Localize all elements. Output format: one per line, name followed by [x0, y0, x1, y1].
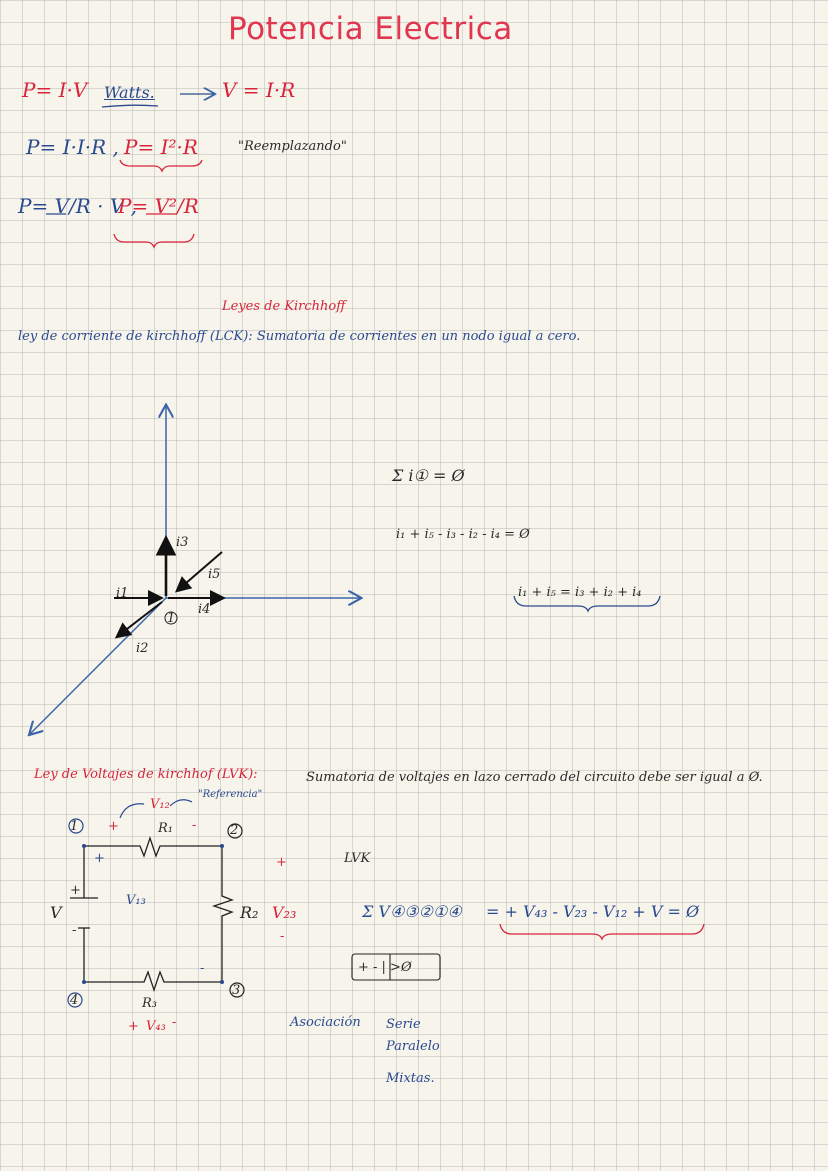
circuit-node-4: 4	[70, 993, 79, 1008]
current-arrow-i2	[118, 602, 162, 636]
power-formula-2: P= I·I·R ,	[26, 135, 119, 159]
polarity-plus-node1: +	[94, 851, 105, 866]
circuit-diagram	[70, 838, 232, 990]
association-item-paralelo: Paralelo	[386, 1039, 440, 1054]
power-formula-3: P= V/R · V ,	[18, 194, 138, 218]
corner-dot-3	[220, 980, 224, 984]
voltage-label-v12: V₁₂	[150, 797, 170, 812]
node-equation: i₁ + i₅ - i₃ - i₂ - i₄ = Ø	[396, 527, 530, 542]
ohm-law: V = I·R	[222, 78, 296, 102]
polarity-minus-r3: -	[172, 1015, 177, 1030]
node-sum: Σ i① = Ø	[392, 466, 465, 485]
current-label-i3: i3	[176, 535, 189, 550]
polarity-plus-r3: +	[128, 1019, 139, 1034]
voltage-label-v13: V₁₃	[126, 893, 146, 908]
node-marker-2	[228, 824, 242, 838]
lvk-title: Ley de Voltajes de kirchhof (LVK):	[34, 767, 258, 782]
brace-v2r	[114, 234, 194, 247]
resistor-label-r1: R₁	[158, 821, 173, 836]
lvk-label: LVK	[344, 851, 371, 866]
current-label-i1: i1	[116, 586, 129, 601]
circuit-node-2: 2	[230, 823, 239, 838]
polarity-minus-node3: -	[200, 961, 205, 976]
corner-dot-2	[220, 844, 224, 848]
polarity-plus-source: +	[70, 883, 81, 898]
reference-arc-2	[170, 800, 192, 806]
sign-convention: + - | >Ø	[358, 960, 412, 975]
polarity-plus-r1: +	[108, 819, 119, 834]
current-label-i5: i5	[208, 567, 221, 582]
node-label-1: 1	[167, 611, 176, 626]
association-label: Asociación	[290, 1015, 361, 1030]
circuit-node-3: 3	[232, 983, 241, 998]
node-equation-rearranged: i₁ + i₅ = i₃ + i₂ + i₄	[518, 585, 642, 600]
current-arrow-i5	[178, 552, 222, 590]
lvk-description: Sumatoria de voltajes en lazo cerrado del circuito debe ser igual a Ø.	[306, 770, 763, 785]
source-label-v: V	[50, 903, 62, 922]
polarity-minus-r2: -	[280, 929, 285, 944]
brace-i2r	[120, 160, 202, 171]
node-1-circle	[165, 612, 177, 624]
brace-node-eq	[514, 596, 660, 611]
node-marker-4	[68, 993, 82, 1007]
power-formula-2-result: P= I²·R	[124, 135, 198, 159]
reference-arc	[120, 804, 144, 818]
power-formula-3-result: P= V²/R	[118, 194, 199, 218]
watts-unit: Watts.	[104, 83, 155, 102]
brace-loop-eq	[500, 924, 704, 939]
lck-definition: ley de corriente de kirchhoff (LCK): Sumatoria de corrientes en un nodo igual a cero.	[18, 329, 581, 344]
association-item-mixtas: Mixtas.	[386, 1071, 435, 1086]
polarity-plus-r2: +	[276, 855, 287, 870]
voltage-label-v23: V₂₃	[272, 903, 297, 922]
power-formula-1: P= I·V	[22, 78, 88, 102]
reference-note: "Referencia"	[198, 789, 263, 800]
current-label-i4: i4	[198, 602, 211, 617]
current-label-i2: i2	[136, 641, 149, 656]
corner-dot-4	[82, 980, 86, 984]
corner-dot-1	[82, 844, 86, 848]
polarity-minus-source: -	[72, 923, 77, 938]
replacing-note: "Reemplazando"	[238, 139, 347, 154]
resistor-label-r2: R₂	[240, 903, 259, 922]
node-marker-3	[230, 983, 244, 997]
page-title: Potencia Electrica	[228, 11, 513, 47]
kirchhoff-heading: Leyes de Kirchhoff	[222, 299, 346, 314]
watts-underline	[102, 105, 158, 107]
polarity-minus-r1: -	[192, 818, 197, 833]
loop-sum: Σ V④③②①④	[362, 902, 462, 921]
association-item-serie: Serie	[386, 1017, 421, 1032]
node-marker-1	[69, 819, 83, 833]
loop-equation: = + V₄₃ - V₂₃ - V₁₂ + V = Ø	[486, 902, 700, 921]
voltage-label-v43: V₄₃	[146, 1019, 166, 1034]
axis-down-left	[30, 598, 166, 734]
circuit-node-1: 1	[70, 819, 79, 834]
sign-box	[352, 954, 440, 980]
resistor-label-r3: R₃	[142, 996, 157, 1011]
